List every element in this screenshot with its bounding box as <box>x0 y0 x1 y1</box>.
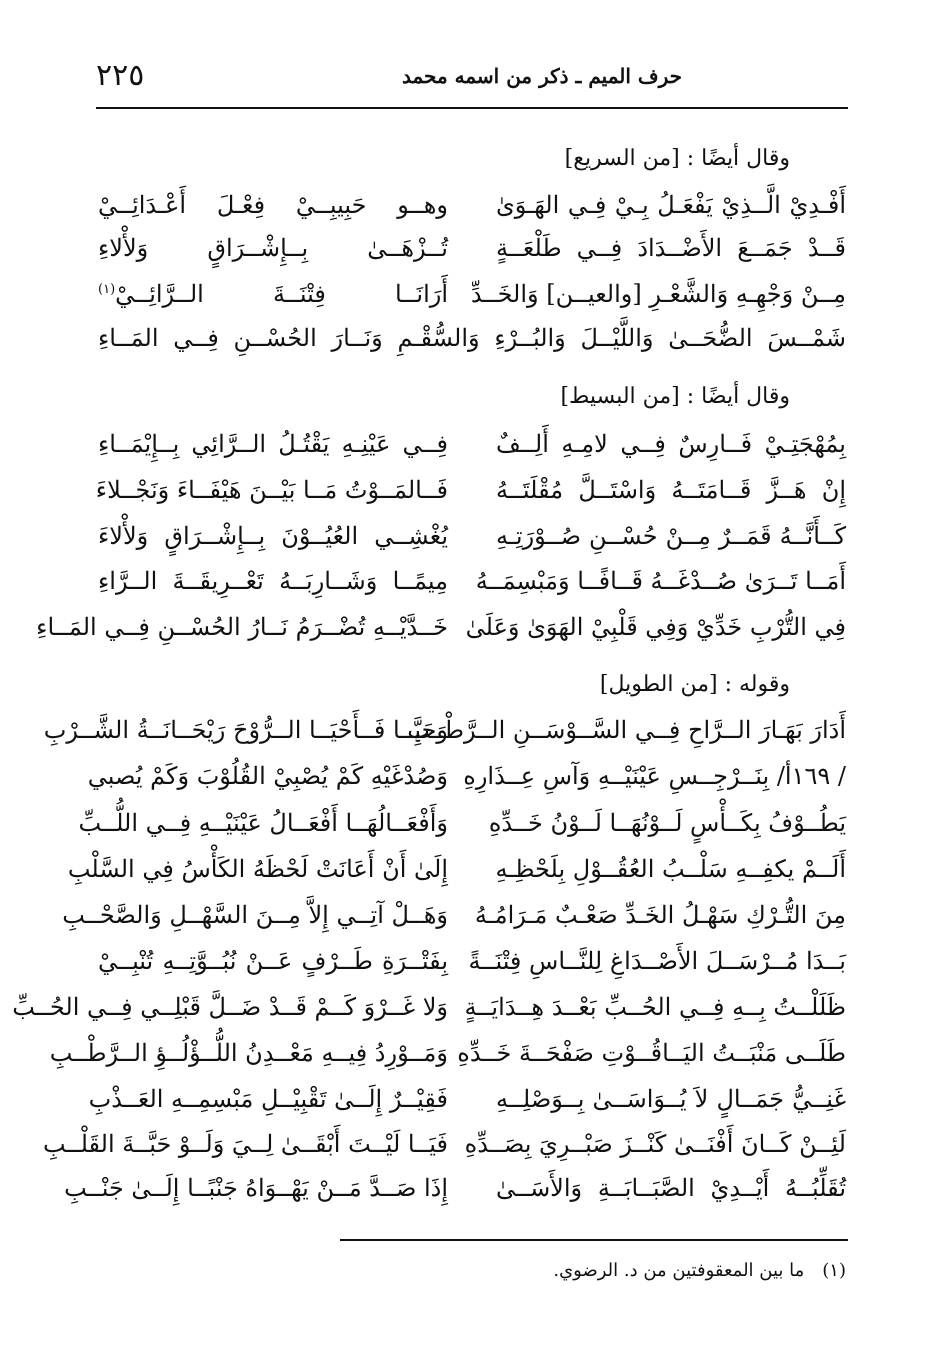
verse-hemistich-second: فَقِيْــرٌ إِلَــىٰ تَقْبِيْــلِ مَبْسِمِــهِ العَــذْبِ <box>88 1085 448 1113</box>
verse-hemistich-second: فِــي عَيْنِـهِ يَقْتُـلُ الــرَّائِي بِــإِيْمَــاءِ <box>98 430 448 458</box>
verse-hemistich-second: خَــدَّيْــهِ تُضْــرَمُ نَــارُ الحُسْــنِ فِــي المَــاءِ <box>36 613 448 641</box>
verse-hemistich-first: ظَلَلْــتُ بِــهِ فِــي الحُــبِّ بَعْــدَ هِــدَايَــةٍ <box>464 993 846 1021</box>
verse-hemistich-second: مِيمًــا وَشَــارِبَــهُ تَعْــرِيقَــةَ الــرَّاءِ <box>98 567 448 595</box>
verse-hemistich-second: وهــو حَبِيبِــيْ فِعْـلَ أَعْـدَائِــيْ <box>98 191 448 219</box>
verse-hemistich-first: مِنَ التُّـرْكِ سَهْـلُ الخَـدِّ صَعْـبٌ مَـرَامُـهُ <box>474 901 846 929</box>
verse-hemistich-first: / ١٦٩أ/ بِنَــرْجِــسِ عَيْنَيْــهِ وَآسِ عِــذَارِهِ <box>463 762 846 790</box>
section-intro: وقوله : [من الطويل] <box>599 672 790 697</box>
verse-hemistich-first: فِي التُّرْبِ خَدِّيْ وَفِي قَلْبِيْ الهَوَىٰ وَعَلَىٰ <box>465 613 846 641</box>
verse-hemistich-first: كَــأَنَّــهُ قَمَــرٌ مِــنْ حُسْــنِ صُــوْرَتِـهِ <box>496 522 846 550</box>
section-intro: وقال أيضًا : [من البسيط] <box>560 384 790 409</box>
verse-hemistich-second: إِلَىٰ أَنْ أَعَانَتْ لَحْظَهُ الكَأْسُ فِي السَّلْبِ <box>67 855 448 883</box>
verse-hemistich-second: وَأَفْعَــالُهَــا أَفْعَــالُ عَيْنَيْــهِ فِــي اللُّــبِّ <box>78 809 448 837</box>
verse-hemistich-second: بِفَتْــرَةِ طَــرْفٍ عَــنْ نُبُــوَّتِــهِ تُنْبِــيْ <box>98 947 448 975</box>
verse-hemistich-first: بِمُهْجَتِـيْ فَــارِسٌ فِــي لامِـهِ أَلِــفٌ <box>496 430 846 458</box>
verse-hemistich-first: طَلَــى مَنْبَــتُ اليَــاقُــوْتِ صَفْحَــةَ خَــدِّهِ <box>457 1039 846 1067</box>
running-title: حرف الميم ـ ذكر من اسمه محمد <box>401 64 682 88</box>
verse-hemistich-second <box>98 282 448 306</box>
verse-hemistich-first: يَطُــوْفُ بِكَــأْسٍ لَــوْنُهَــا لَــوْنُ خَــدِّهِ <box>488 809 846 837</box>
footnote-marker: (١) <box>98 282 116 297</box>
verse-hemistich-second: وَلا غَــرْوَ كَــمْ قَــدْ ضَــلَّ قَبْلِــي فِــي الحُــبِّ <box>12 993 448 1021</box>
verse-hemistich-second: يُغْشِــي العُيُــوْنَ بِــإِشْــرَاقٍ وَلأْلاءَ <box>98 522 448 550</box>
verse-hemistich-first: لَئِــنْ كَــانَ أَفْنَــىٰ كَنْــزَ صَبْــرِيَ بِصَــدِّهِ <box>464 1130 846 1158</box>
section-intro: وقال أيضًا : [من السريع] <box>564 146 790 171</box>
verse-hemistich-second: وَحَيَّــا فَــأَحْيَــا الــرُّوْحَ رَيْحَــانَــةُ الشَّــرْبِ <box>43 716 448 744</box>
footnote-number: (١) <box>822 1260 846 1281</box>
header-rule <box>96 107 848 109</box>
verse-hemistich-second: وَمَــوْرِدُ فِيــهِ مَعْــدِنُ اللُّــؤْلُــؤِ الــرَّطْــبِ <box>49 1039 448 1067</box>
verse-hemistich-second: تُــزْهَــىٰ بِــإِشْــرَاقٍ وَلأْلاءِ <box>98 234 448 262</box>
verse-hemistich-first: أَمَــا تَــرَىٰ صُــدْغَــهُ قَــافًــا وَمَبْسِمَــهُ <box>475 567 846 595</box>
verse-hemistich-first: أَفْـدِيْ الَّــذِيْ يَفْعَـلُ بِـيْ فِـي الهَـوَىٰ <box>496 191 846 219</box>
verse-hemistich-second: وَهَــلْ آتِــي إِلاَّ مِــنَ السَّهْــلِ وَالصَّحْــبِ <box>62 901 448 929</box>
verse-hemistich-first: أَلَــمْ يكفِــهِ سَلْــبُ العُقُــوْلِ بِلَحْظِـهِ <box>495 855 846 883</box>
page-number: ٢٢٥ <box>96 58 145 93</box>
verse-hemistich-second: فَــالمَــوْتُ مَــا بَيْــنَ هَيْفَــاءَ وَنَجْــلاءَ <box>95 476 448 504</box>
footnote <box>553 1260 846 1281</box>
page-header <box>96 58 848 98</box>
verse-full-line: شَمْــسَ الضُّحَــىٰ وَاللَّيْــلَ وَالبُــرْءِ وَالسُّقْـمِ وَنَــارَ الحُسْــنِ فِــي المَــاءِ <box>98 324 846 352</box>
verse-hemistich-first: إِنْ هَــزَّ قَــامَتَــهُ وَاسْتَــلَّ مُقْلَتَــهُ <box>496 476 846 504</box>
verse-hemistich-second: فَيَــا لَيْــتَ أَبْقَــىٰ لِــيَ وَلَــوْ حَبَّــةَ القَلْــبِ <box>42 1130 448 1158</box>
footnote-text: ما بين المعقوفتين من د. الرضوي. <box>553 1260 805 1281</box>
verse-hemistich-first: أَدَارَ بَهَـارَ الــرَّاحِ فِــي السَّــوْسَــنِ الــرَّطْــبِ <box>407 716 846 744</box>
verse-text: أَرَانَــا فِتْنَــةَ الــرَّائِــيْ <box>115 280 448 308</box>
verse-hemistich-first: مِــنْ وَجْهِـهِ وَالشَّعْـرِ [والعيــن] وَالخَــدِّ <box>470 280 846 308</box>
verse-hemistich-second: وَصُدْغَيْهِ كَمْ يُصْبِيْ القُلُوْبَ وَكَمْ يُصبي <box>87 762 448 790</box>
verse-hemistich-second: إِذَا صَــدَّ مَــنْ يَهْــوَاهُ جَنْبًــا إِلَــىٰ جَنْــبِ <box>64 1174 448 1202</box>
verse-hemistich-first: تُقَلِّبُــهُ أَيْــدِيْ الصَّبَــابَــةِ وَالأَسَــىٰ <box>496 1174 846 1202</box>
verse-hemistich-first: قَــدْ جَمَــعَ الأَضْــدَادَ فِــي طَلْعَــةٍ <box>496 234 846 262</box>
verse-hemistich-first: بَــدَا مُــرْسَــلَ الأَصْــدَاغِ لِلنَّــاسِ فِتْنَــةً <box>468 947 846 975</box>
footnote-rule <box>340 1239 848 1241</box>
verse-hemistich-first: غَنِــيُّ جَمَــالٍ لاَ يُــوَاسَــىٰ بِــوَصْلِــهِ <box>496 1085 846 1113</box>
